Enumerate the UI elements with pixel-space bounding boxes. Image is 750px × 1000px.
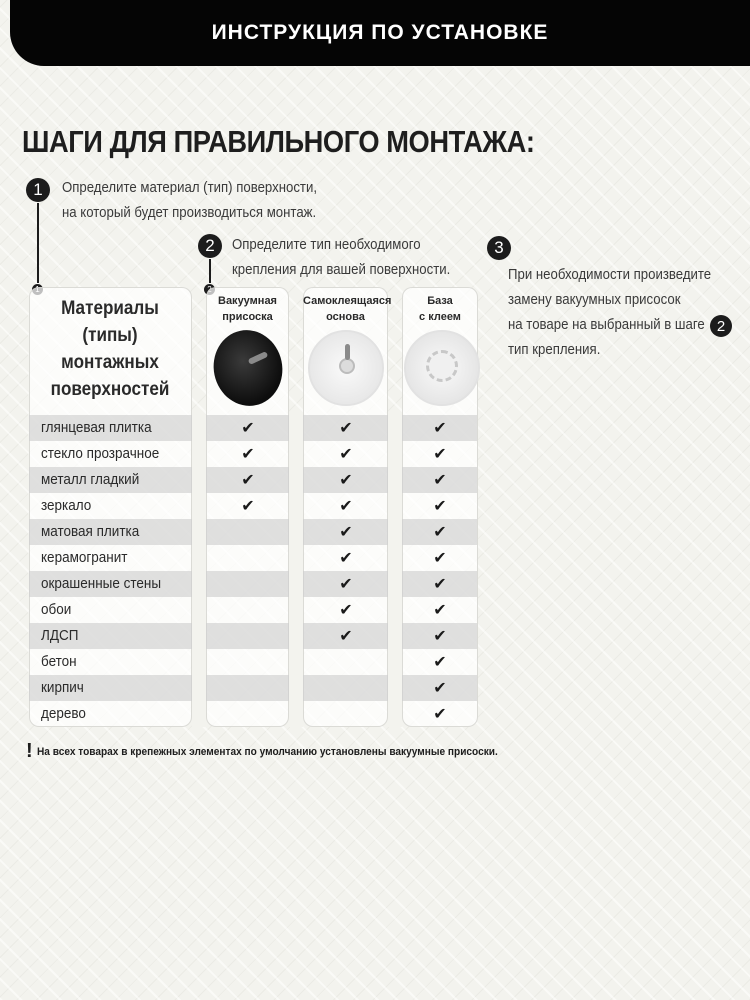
column-header-adhesive-line-2: основа: [326, 311, 365, 323]
glue-base-star-icon: [426, 350, 458, 382]
column-gap: [289, 571, 303, 597]
table-row: [29, 675, 477, 701]
check-icon: ✔: [339, 576, 353, 593]
row-material-label: стекло прозрачное: [41, 445, 160, 462]
materials-heading-line-2: (типы): [82, 325, 138, 346]
column-gap: [289, 649, 303, 675]
column-gap: [192, 701, 206, 727]
row-material-label: керамогранит: [41, 549, 128, 566]
column-gap: [192, 467, 206, 493]
row-material-label: металл гладкий: [41, 471, 140, 488]
row-material-label: зеркало: [41, 497, 92, 514]
column-gap: [289, 519, 303, 545]
header-title: ИНСТРУКЦИЯ ПО УСТАНОВКЕ: [211, 21, 549, 44]
step-1-line-1: Определите материал (тип) поверхности,: [62, 179, 318, 196]
check-icon: ✔: [433, 446, 447, 463]
check-icon: ✔: [433, 706, 447, 723]
table-row: [29, 441, 477, 467]
table-row: [29, 649, 477, 675]
column-gap: [192, 649, 206, 675]
column-gap: [388, 467, 402, 493]
step-3-line-1: При необходимости произведите: [508, 266, 712, 283]
column-header-vacuum-line-2: присоска: [222, 311, 273, 323]
column-gap: [289, 415, 303, 441]
column-gap: [192, 441, 206, 467]
check-icon: ✔: [433, 654, 447, 671]
check-icon: ✔: [433, 524, 447, 541]
footnote-text: На всех товарах в крепежных элементах по умолчанию установлены вакуумные присоски.: [36, 745, 498, 758]
column-gap: [289, 441, 303, 467]
column-gap: [289, 467, 303, 493]
adhesive-hub-icon: [339, 358, 355, 374]
column-gap: [388, 675, 402, 701]
step-3-line-2: замену вакуумных присосок: [508, 291, 681, 308]
materials-heading-line-1: Материалы: [61, 298, 159, 319]
materials-heading-line-4: поверхностей: [50, 379, 170, 400]
column-gap: [192, 545, 206, 571]
check-icon: ✔: [339, 602, 353, 619]
materials-heading: [38, 295, 182, 403]
column-gap: [192, 415, 206, 441]
column-gap: [289, 701, 303, 727]
check-icon: ✔: [241, 498, 255, 515]
table-row: [29, 493, 477, 519]
check-icon: ✔: [433, 628, 447, 645]
row-material-label: обои: [41, 601, 72, 618]
step-3-ref-badge: 2: [710, 315, 732, 337]
table-row: [29, 571, 477, 597]
column-gap: [388, 623, 402, 649]
column-gap: [388, 545, 402, 571]
step-3-badge: 3: [487, 236, 511, 260]
header-banner: [10, 0, 750, 66]
column-gap: [192, 493, 206, 519]
step-2-badge: 2: [198, 234, 222, 258]
table-row: [29, 597, 477, 623]
column-gap: [289, 493, 303, 519]
step-1-line-2: на который будет производиться монтаж.: [62, 204, 317, 221]
column-gap: [289, 675, 303, 701]
column-gap: [388, 571, 402, 597]
check-icon: ✔: [241, 446, 255, 463]
row-material-label: кирпич: [41, 679, 84, 696]
check-icon: ✔: [339, 420, 353, 437]
check-icon: ✔: [339, 628, 353, 645]
check-icon: ✔: [433, 680, 447, 697]
table-row: [29, 519, 477, 545]
column-gap: [388, 519, 402, 545]
column-gap: [192, 597, 206, 623]
column-header-glue-line-2: с клеем: [419, 311, 461, 323]
column-gap: [192, 571, 206, 597]
check-icon: ✔: [433, 576, 447, 593]
check-icon: ✔: [241, 472, 255, 489]
step-2-line-1: Определите тип необходимого: [232, 236, 421, 253]
check-icon: ✔: [433, 498, 447, 515]
step-3-line-4: тип крепления.: [508, 341, 601, 358]
table-row: [29, 467, 477, 493]
column-header-adhesive-line-1: Самоклеящаяся: [303, 295, 392, 307]
column-gap: [388, 597, 402, 623]
column-gap: [388, 649, 402, 675]
column-gap: [192, 675, 206, 701]
column-header-vacuum-line-1: Вакуумная: [218, 295, 277, 307]
check-icon: ✔: [339, 446, 353, 463]
check-icon: ✔: [433, 550, 447, 567]
step-2-line-2: крепления для вашей поверхности.: [232, 261, 451, 278]
check-icon: ✔: [433, 420, 447, 437]
materials-heading-line-3: монтажных: [61, 352, 159, 373]
column-header-adhesive: [303, 293, 392, 325]
step-1-badge: 1: [26, 178, 50, 202]
column-header-glue-line-1: База: [427, 295, 453, 307]
row-material-label: глянцевая плитка: [41, 419, 152, 436]
row-material-label: бетон: [41, 653, 77, 670]
row-material-label: ЛДСП: [41, 627, 79, 644]
column-gap: [192, 519, 206, 545]
adhesive-pin-icon: [345, 344, 350, 360]
table-row: [29, 623, 477, 649]
step-3-line-3: на товаре на выбранный в шаге: [508, 316, 705, 333]
column-gap: [388, 493, 402, 519]
column-gap: [192, 623, 206, 649]
check-icon: ✔: [339, 524, 353, 541]
row-material-label: окрашенные стены: [41, 575, 162, 592]
column-gap: [388, 701, 402, 727]
column-gap: [289, 597, 303, 623]
column-gap: [289, 545, 303, 571]
row-material-label: дерево: [41, 705, 86, 722]
row-material-label: матовая плитка: [41, 523, 140, 540]
check-icon: ✔: [433, 602, 447, 619]
column-header-glue: [402, 293, 478, 325]
table-row: [29, 701, 477, 727]
column-header-vacuum: [206, 293, 289, 325]
column-gap: [388, 441, 402, 467]
check-icon: ✔: [339, 550, 353, 567]
page-title: ШАГИ ДЛЯ ПРАВИЛЬНОГО МОНТАЖА:: [22, 124, 535, 159]
table-row: [29, 415, 477, 441]
step-1-connector: [37, 203, 39, 283]
footnote: [26, 740, 538, 763]
check-icon: ✔: [339, 472, 353, 489]
column-gap: [388, 415, 402, 441]
check-icon: ✔: [339, 498, 353, 515]
check-icon: ✔: [433, 472, 447, 489]
exclamation-icon: !: [26, 740, 33, 762]
column-gap: [289, 623, 303, 649]
step-2-connector: [209, 259, 211, 283]
check-icon: ✔: [241, 420, 255, 437]
table-row: [29, 545, 477, 571]
